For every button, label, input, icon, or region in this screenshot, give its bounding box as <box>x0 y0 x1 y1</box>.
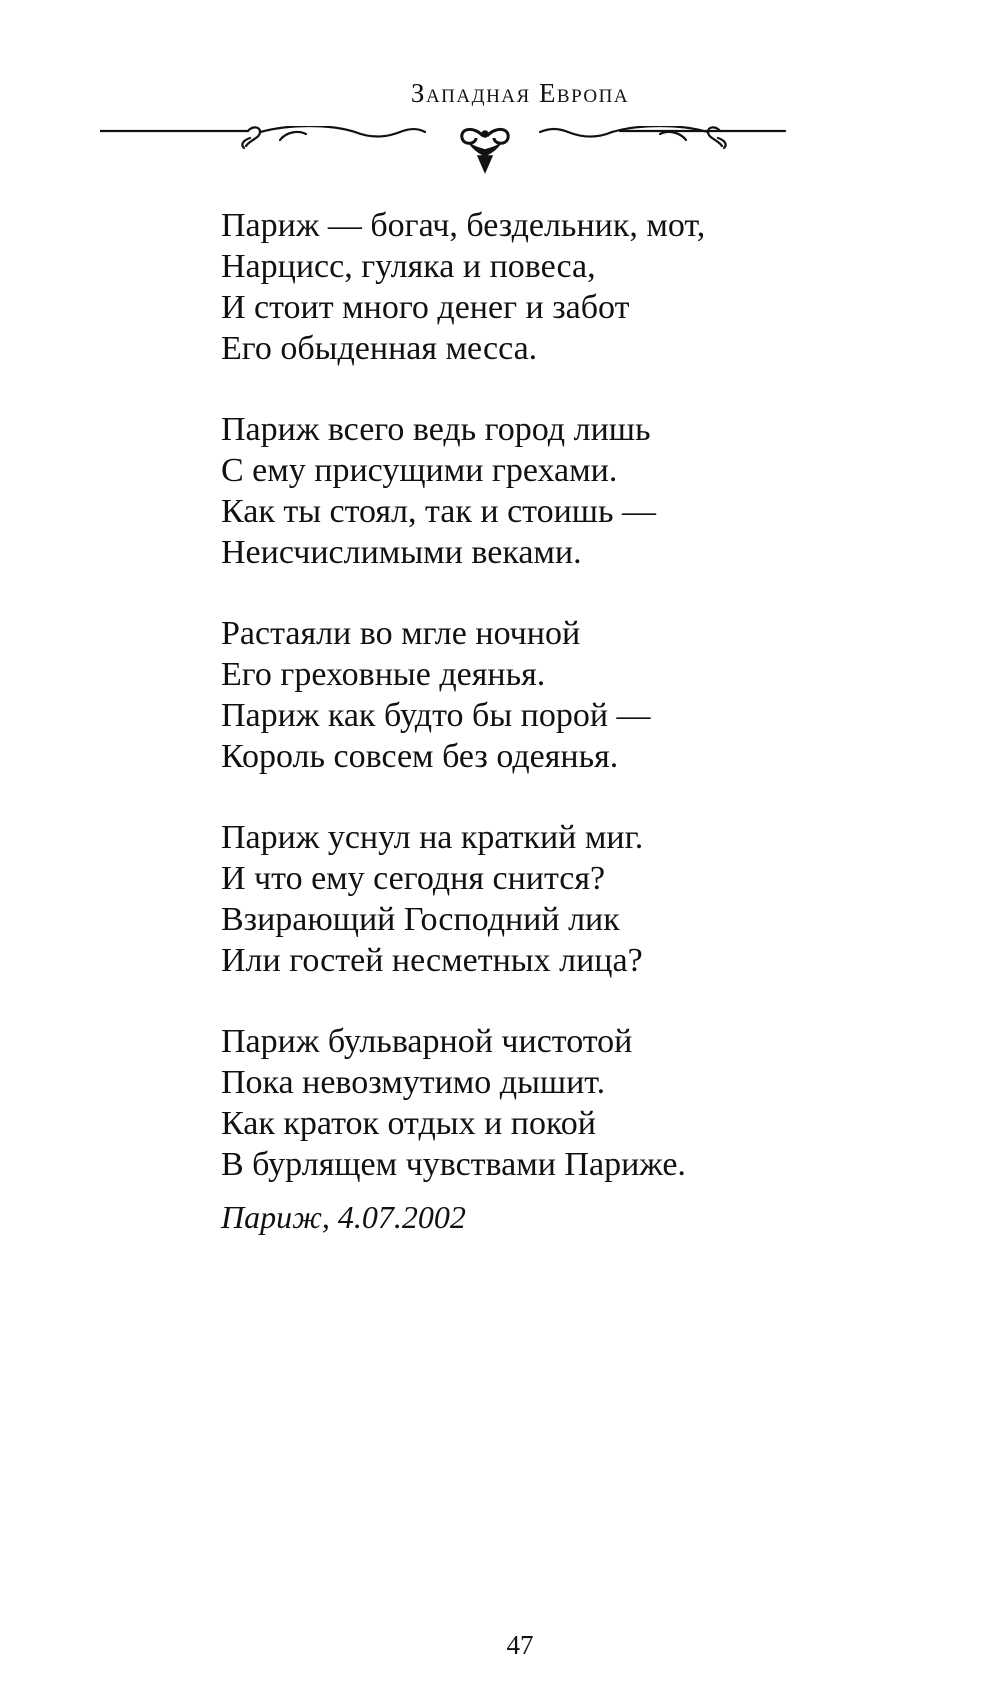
stanza <box>221 1021 921 1185</box>
stanza <box>221 205 921 369</box>
poem-line: Париж как будто бы порой — <box>221 697 651 734</box>
poem-line: И стоит много денег и забот <box>221 289 630 326</box>
poem-line: Париж уснул на краткий миг. <box>221 819 644 856</box>
stanza <box>221 613 921 777</box>
running-head: Западная Европа <box>410 78 630 108</box>
poem-line: С ему присущими грехами. <box>221 452 618 489</box>
poem-line: Неисчислимыми веками. <box>221 534 582 571</box>
poem-line: Париж всего ведь город лишь <box>221 411 651 448</box>
poem <box>221 205 921 1238</box>
poem-line: Как ты стоял, так и стоишь — <box>221 493 656 530</box>
poem-line: Растаяли во мгле ночной <box>221 615 581 652</box>
poem-line: И что ему сегодня снится? <box>221 860 606 897</box>
poem-line: Париж — богач, бездельник, мот, <box>221 207 706 244</box>
poem-line: Как краток отдых и покой <box>221 1105 596 1142</box>
page-number: 47 <box>506 1630 534 1660</box>
poem-line: Взирающий Господний лик <box>221 901 620 938</box>
flourish-divider-icon <box>100 126 870 186</box>
poem-line: Париж бульварной чистотой <box>221 1023 633 1060</box>
poem-line: Его обыденная месса. <box>221 330 538 367</box>
stanza <box>221 409 921 573</box>
poem-line: Нарцисс, гуляка и повеса, <box>221 248 596 285</box>
poem-line: Его греховные деянья. <box>221 656 546 693</box>
poem-line: Или гостей несметных лица? <box>221 942 643 979</box>
poem-dateline: Париж, 4.07.2002 <box>221 1199 466 1235</box>
poem-line: В бурлящем чувствами Париже. <box>221 1146 686 1183</box>
poem-line: Пока невозмутимо дышит. <box>221 1064 606 1101</box>
poem-line: Король совсем без одеянья. <box>221 738 619 775</box>
stanza <box>221 817 921 981</box>
